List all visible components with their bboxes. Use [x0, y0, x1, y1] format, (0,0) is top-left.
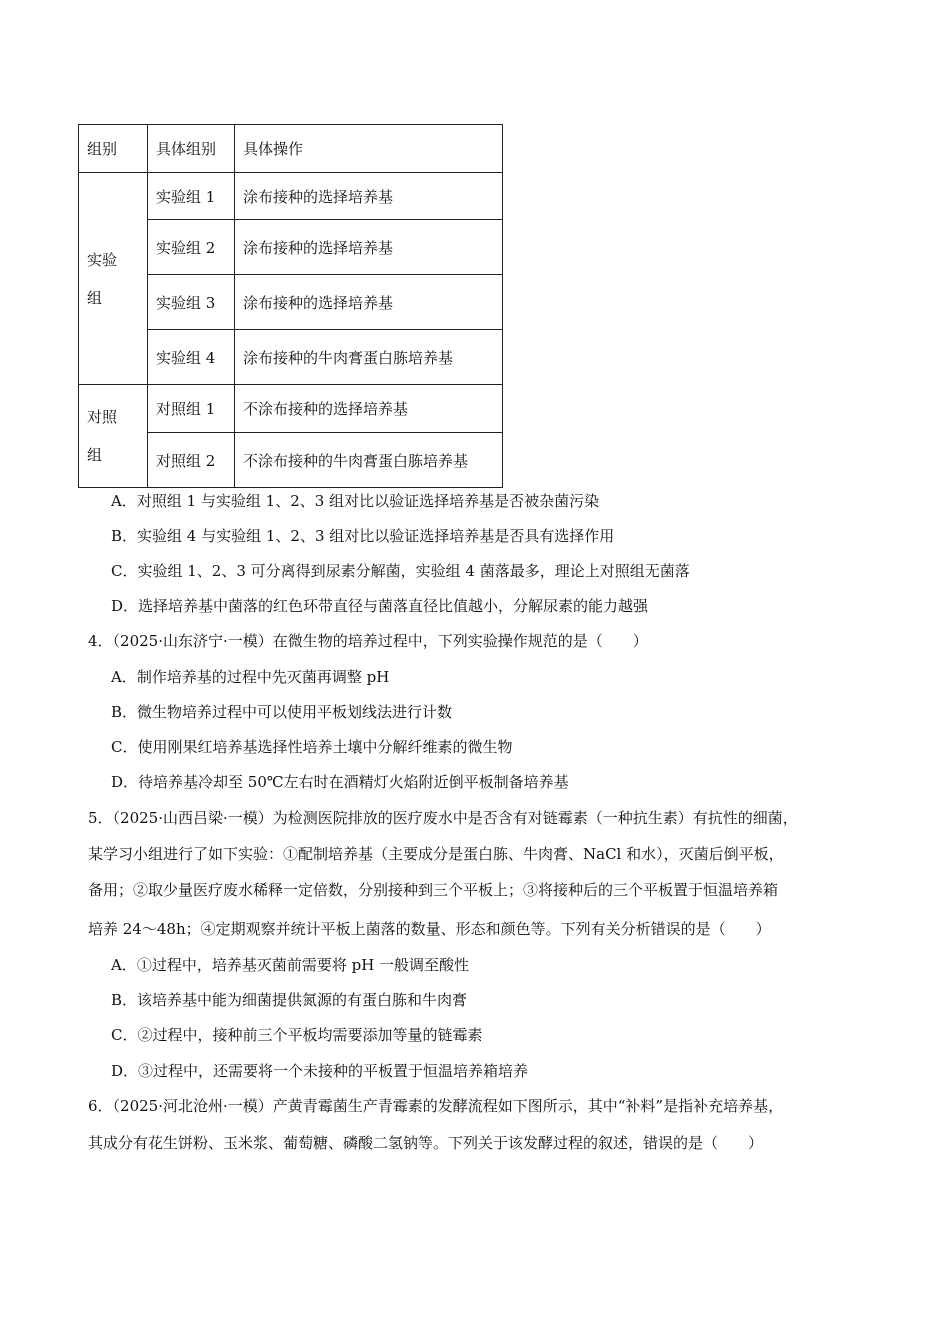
row-operation: 涂布接种的选择培养基	[235, 275, 503, 330]
q5-stem-line-4: 培养 24～48h；④定期观察并统计平板上菌落的数量、形态和颜色等。下列有关分析错误的是（ ）	[88, 920, 771, 938]
q4-option-c: C．使用刚果红培养基选择性培养土壤中分解纤维素的微生物	[111, 738, 513, 756]
q5-option-d: D．③过程中，还需要将一个未接种的平板置于恒温培养箱培养	[111, 1062, 529, 1080]
q5-stem-line-2: 某学习小组进行了如下实验：①配制培养基（主要成分是蛋白胨、牛肉膏、NaCl 和水），灭菌后倒平板，	[88, 845, 784, 863]
control-group-label: 对照 组	[79, 385, 148, 488]
q5-stem-line-1: 5．（2025·山西吕梁·一模）为检测医院排放的医疗废水中是否含有对链霉素（一种抗生素）有抗性的细菌，	[88, 809, 798, 827]
q5-stem-line-3: 备用；②取少量医疗废水稀释一定倍数，分别接种到三个平板上；③将接种后的三个平板置于恒温培养箱	[88, 881, 779, 899]
q4-option-d: D．待培养基冷却至 50℃左右时在酒精灯火焰附近倒平板制备培养基	[111, 773, 569, 791]
q3-option-b: B．实验组 4 与实验组 1、2、3 组对比以验证选择培养基是否具有选择作用	[111, 527, 615, 545]
q6-stem-line-1: 6．（2025·河北沧州·一模）产黄青霉菌生产青霉素的发酵流程如下图所示，其中“补料”是指补充培养基，	[88, 1097, 784, 1115]
row-name: 对照组 1	[148, 385, 235, 433]
row-operation: 不涂布接种的选择培养基	[235, 385, 503, 433]
experiment-group-label: 实验 组	[79, 173, 148, 385]
row-name: 实验组 1	[148, 173, 235, 220]
row-operation: 涂布接种的选择培养基	[235, 173, 503, 220]
row-name: 对照组 2	[148, 433, 235, 488]
q3-option-d: D．选择培养基中菌落的红色环带直径与菌落直径比值越小，分解尿素的能力越强	[111, 597, 649, 615]
row-operation: 涂布接种的选择培养基	[235, 220, 503, 275]
q4-option-a: A．制作培养基的过程中先灭菌再调整 pH	[111, 668, 390, 686]
table-row	[79, 385, 503, 433]
q4-option-b: B．微生物培养过程中可以使用平板划线法进行计数	[111, 703, 453, 721]
q5-option-c: C．②过程中，接种前三个平板均需要添加等量的链霉素	[111, 1026, 483, 1044]
q3-option-c: C．实验组 1、2、3 可分离得到尿素分解菌，实验组 4 菌落最多，理论上对照组无菌落	[111, 562, 690, 580]
q5-option-a: A．①过程中，培养基灭菌前需要将 pH 一般调至酸性	[111, 956, 470, 974]
header-operation: 具体操作	[235, 125, 503, 173]
q4-stem: 4．（2025·山东济宁·一模）在微生物的培养过程中，下列实验操作规范的是（ ）	[88, 632, 648, 650]
q5-option-b: B．该培养基中能为细菌提供氮源的有蛋白胨和牛肉膏	[111, 991, 468, 1009]
row-name: 实验组 3	[148, 275, 235, 330]
row-operation: 涂布接种的牛肉膏蛋白胨培养基	[235, 330, 503, 385]
table-row	[79, 173, 503, 220]
row-operation: 不涂布接种的牛肉膏蛋白胨培养基	[235, 433, 503, 488]
q6-stem-line-2: 其成分有花生饼粉、玉米浆、葡萄糖、磷酸二氢钠等。下列关于该发酵过程的叙述，错误的是（ ）	[88, 1134, 764, 1152]
row-name: 实验组 4	[148, 330, 235, 385]
table-header-row	[79, 125, 503, 173]
header-group: 组别	[79, 125, 148, 173]
row-name: 实验组 2	[148, 220, 235, 275]
experiment-table	[78, 124, 503, 488]
q3-option-a: A．对照组 1 与实验组 1、2、3 组对比以验证选择培养基是否被杂菌污染	[111, 492, 600, 510]
header-subgroup: 具体组别	[148, 125, 235, 173]
